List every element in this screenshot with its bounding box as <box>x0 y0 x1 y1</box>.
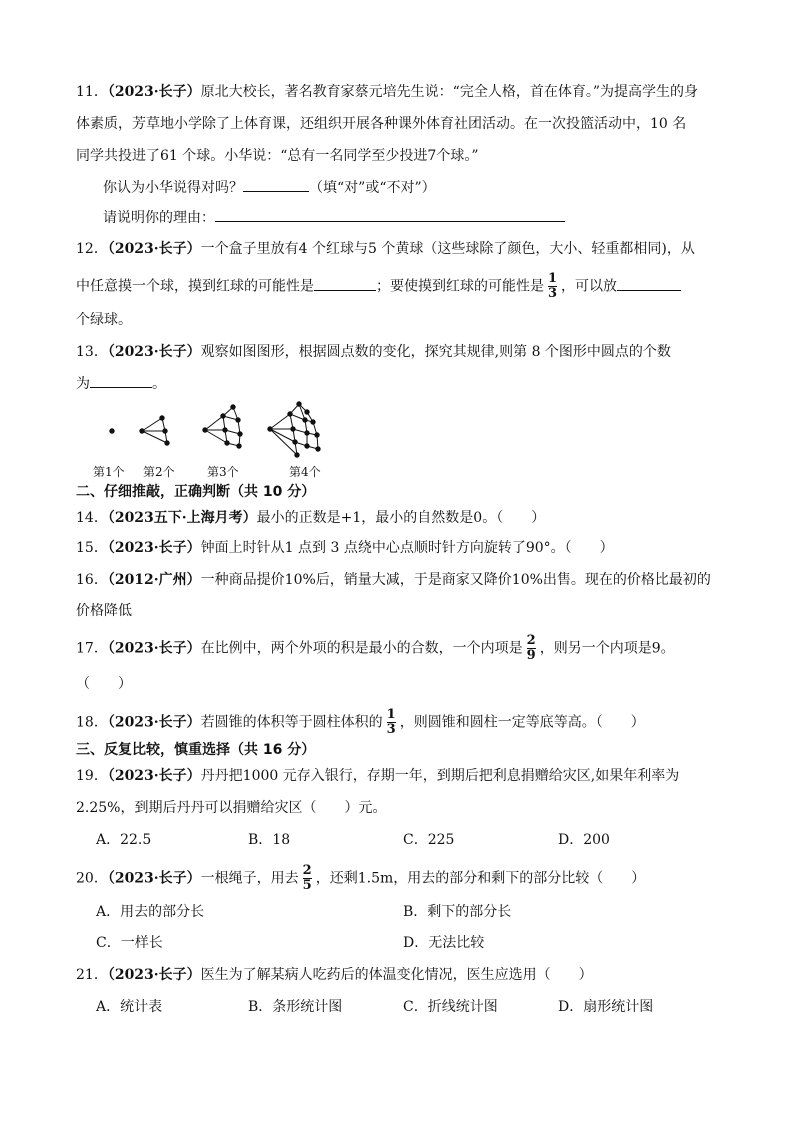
q14: 14．（2023五下·上海月考）最小的正数是+1，最小的自然数是0。（ ） <box>76 510 546 526</box>
fig2-caption: 第2个 <box>143 465 175 479</box>
q20-option-a[interactable]: A．用去的部分长 <box>96 904 205 920</box>
fig1-dot <box>110 429 114 433</box>
q19-line1: 19．（2023·长子）丹丹把1000 元存入银行，存期一年，到期后把利息捐赠给灾区,如果年利率为 <box>76 768 680 784</box>
q17-line2: （ ） <box>76 676 132 692</box>
q13-answer-blank[interactable] <box>90 373 152 388</box>
q16-source: （2012·广州） <box>107 572 201 588</box>
q11-reason-blank[interactable] <box>215 207 565 222</box>
q13-line2: 为 。 <box>76 373 166 394</box>
q13-line1: 13．（2023·长子）观察如图图形，根据圆点数的变化，探究其规律,则第 8 个图形中圆点的个数 <box>76 344 671 360</box>
q12-source: （2023·长子） <box>107 241 201 257</box>
q17-fraction: $\frac{2}{9}$ <box>526 633 536 663</box>
q16-line2: 价格降低 <box>76 603 132 619</box>
q12-blank-1[interactable] <box>314 276 376 291</box>
fig3-dots <box>203 405 242 448</box>
q20-option-b[interactable]: B．剩下的部分长 <box>403 904 512 920</box>
q19-option-a[interactable]: A．22.5 <box>96 832 152 848</box>
q20-fraction: $\frac{2}{5}$ <box>302 863 312 893</box>
q11-line3: 同学共投进了61 个球。小华说：“总有一名同学至少投进7个球。” <box>76 148 479 164</box>
q21-option-b[interactable]: B．条形统计图 <box>248 999 343 1015</box>
q20-option-d[interactable]: D．无法比较 <box>403 935 485 951</box>
fig4-dots <box>268 402 320 457</box>
q20-line1: 20．（2023·长子）一根绳子，用去 $\frac{2}{5}$ ，还剩1.5m，用去的部分和剩下的部分比较（ ） <box>76 863 646 893</box>
q19-option-b[interactable]: B．18 <box>248 832 291 848</box>
q19-source: （2023·长子） <box>107 768 201 784</box>
q12-fraction: $\frac{1}{3}$ <box>548 271 558 301</box>
q17-source: （2023·长子） <box>107 640 201 657</box>
q19-option-c[interactable]: C．225 <box>403 832 455 848</box>
q11-answer-blank[interactable] <box>243 177 309 192</box>
fig4-caption: 第4个 <box>289 465 321 479</box>
q11-source: （2023·长子） <box>107 84 201 100</box>
q20-option-c[interactable]: C．一样长 <box>96 935 163 951</box>
q18-fraction: $\frac{1}{3}$ <box>386 707 396 737</box>
fig2-dots <box>140 416 169 445</box>
q21-source: （2023·长子） <box>107 967 201 983</box>
q11-line5: 请说明你的理由： <box>103 207 565 228</box>
q15-source: （2023·长子） <box>107 540 201 556</box>
q11-line4: 你认为小华说得对吗？ （填“对”或“不对”） <box>103 177 436 198</box>
q12-line1: 12．（2023·长子）一个盒子里放有4 个红球与5 个黄球（这些球除了颜色，大小、轻重都相同)，从 <box>76 241 695 257</box>
q12-line3: 个绿球。 <box>76 312 132 328</box>
fig3-caption: 第3个 <box>207 465 239 479</box>
q19-line2: 2.25%，到期后丹丹可以捐赠给灾区（ ）元。 <box>76 800 387 816</box>
q21-option-d[interactable]: D．扇形统计图 <box>558 999 654 1015</box>
q15: 15．（2023·长子）钟面上时针从1 点到 3 点绕中心点顺时针方向旋转了90°。（ ） <box>76 540 614 556</box>
q12-line2: 中任意摸一个球，摸到红球的可能性是 ；要使摸到红球的可能性是 $\frac{1}{3}$ ，可以放 <box>76 272 681 301</box>
q19-option-d[interactable]: D．200 <box>558 832 610 848</box>
q16-line1: 16．（2012·广州）一种商品提价10%后，销量大减，于是商家又降价10%出售。现在的价格比最初的 <box>76 572 711 588</box>
q13-source: （2023·长子） <box>107 344 201 360</box>
q11-line1: 11．（2023·长子）原北大校长，著名教育家蔡元培先生说：“完全人格，首在体育。”为提高学生的身 <box>76 84 698 100</box>
q21-line1: 21．（2023·长子）医生为了解某病人吃药后的体温变化情况，医生应选用（ ） <box>76 967 593 983</box>
q12-blank-2[interactable] <box>617 276 681 291</box>
dot-pattern-figure <box>95 398 335 460</box>
fig1-caption: 第1个 <box>93 465 125 479</box>
q11-line2: 体素质，芳草地小学除了上体育课，还组织开展各种课外体育社团活动。在一次投篮活动中，10 名 <box>76 116 687 132</box>
q18-source: （2023·长子） <box>107 714 201 731</box>
q21-option-a[interactable]: A．统计表 <box>96 999 163 1015</box>
q17-line1: 17．（2023·长子）在比例中，两个外项的积是最小的合数，一个内项是 $\frac{2}{9}$ ，则另一个内项是9。 <box>76 633 675 663</box>
q20-source: （2023·长子） <box>107 870 201 887</box>
q21-option-c[interactable]: C．折线统计图 <box>403 999 498 1015</box>
q14-source: （2023五下·上海月考） <box>107 510 257 526</box>
q18: 18．（2023·长子）若圆锥的体积等于圆柱体积的 $\frac{1}{3}$ ，则圆锥和圆柱一定等底等高。（ ） <box>76 707 645 737</box>
section-3-heading: 三、反复比较，慎重选择（共 16 分） <box>76 742 316 758</box>
section-2-heading: 二、仔细推敲，正确判断（共 10 分） <box>76 484 316 500</box>
